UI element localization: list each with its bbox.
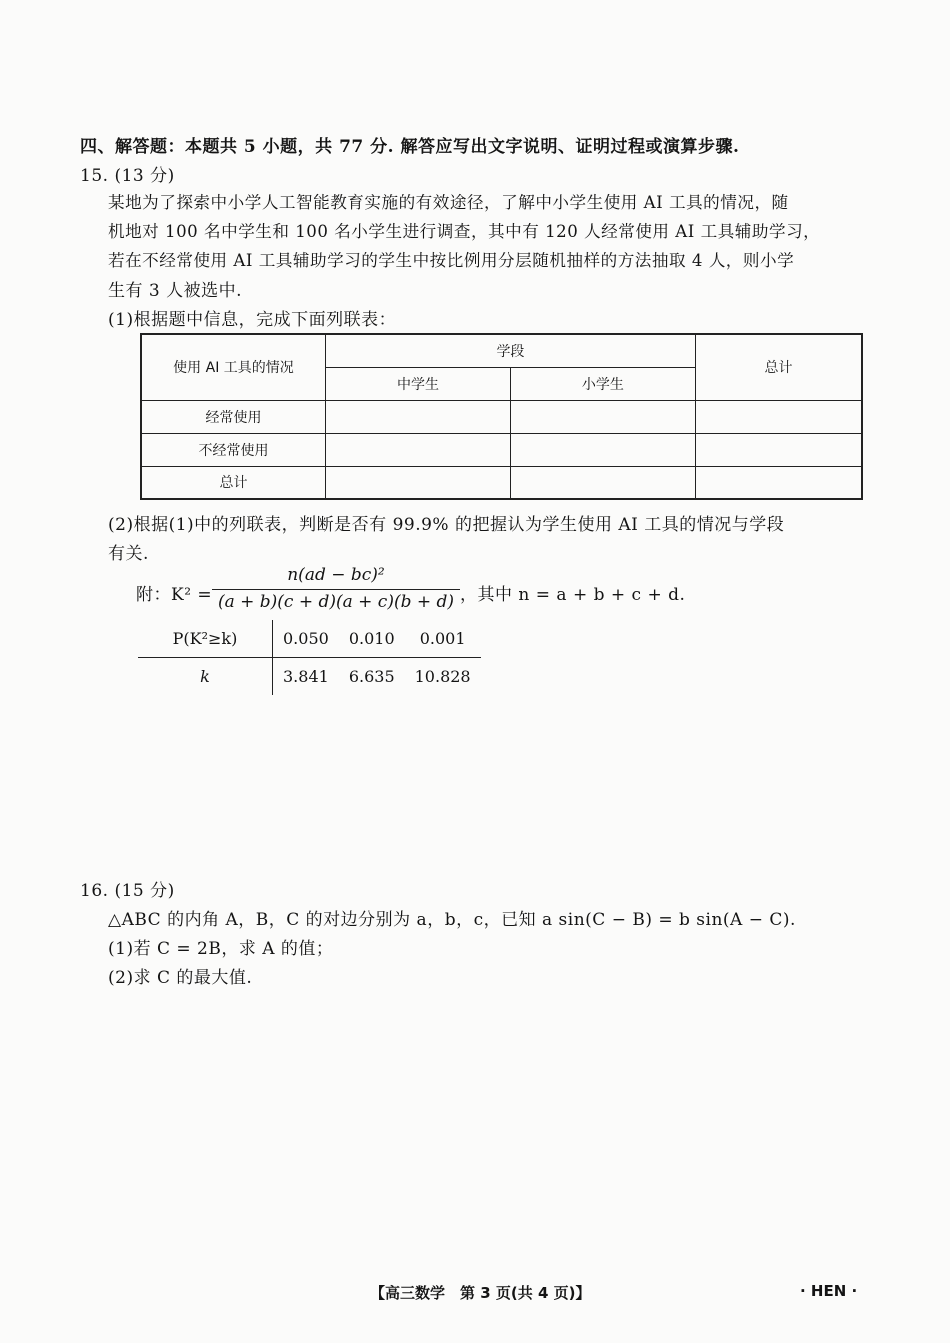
q16-part-2: (2)求 C 的最大值. bbox=[108, 968, 253, 988]
page-footer: 【高三数学 第 3 页(共 4 页)】 bbox=[370, 1284, 591, 1302]
blank-cell[interactable] bbox=[510, 400, 695, 433]
row-label-infrequent: 不经常使用 bbox=[141, 433, 325, 466]
blank-cell[interactable] bbox=[695, 433, 862, 466]
q16-part-1: (1)若 C = 2B，求 A 的值； bbox=[108, 939, 334, 959]
q15-line-3: 若在不经常使用 AI 工具辅助学习的学生中按比例用分层随机抽样的方法抽取 4 人，则小学 bbox=[108, 251, 795, 270]
footer-code: · HEN · bbox=[800, 1282, 858, 1300]
formula-numerator: n(ad − bc)² bbox=[287, 565, 385, 585]
ptable-p-value: 0.050 bbox=[273, 620, 339, 658]
question-16-number: 16. (15 分) bbox=[80, 881, 175, 901]
question-15-number: 15. (13 分) bbox=[80, 166, 175, 186]
formula-denominator: (a + b)(c + d)(a + c)(b + d) bbox=[217, 592, 455, 612]
ptable-p-value: 0.001 bbox=[405, 620, 481, 658]
q15-line-2: 机地对 100 名中学生和 100 名小学生进行调查，其中有 120 人经常使用 AI 工具辅助学习， bbox=[108, 222, 821, 241]
blank-cell[interactable] bbox=[325, 433, 510, 466]
q16-line-1: △ABC 的内角 A，B，C 的对边分别为 a，b，c，已知 a sin(C − B) = b sin(A − C). bbox=[108, 910, 796, 930]
ptable-k-value: 3.841 bbox=[283, 667, 329, 686]
fraction-bar bbox=[212, 589, 460, 590]
blank-cell[interactable] bbox=[695, 400, 862, 433]
table-row bbox=[141, 466, 862, 499]
contingency-table bbox=[140, 333, 863, 500]
ptable-head-probability: P(K²≥k) bbox=[138, 620, 273, 658]
ptable-k-value: 6.635 bbox=[348, 667, 395, 686]
q15-part-2-line-2: 有关. bbox=[108, 544, 149, 564]
q15-part-2-line-1: (2)根据(1)中的列联表，判断是否有 99.9% 的把握认为学生使用 AI 工具的情况与学段 bbox=[108, 515, 785, 535]
table-total-header: 总计 bbox=[695, 334, 862, 400]
ptable-head-k: k bbox=[138, 658, 273, 696]
q15-part-1: (1)根据题中信息，完成下面列联表： bbox=[108, 310, 397, 330]
section-title: 四、解答题：本题共 5 小题，共 77 分. 解答应写出文字说明、证明过程或演算步骤. bbox=[80, 137, 740, 157]
critical-value-table bbox=[138, 620, 481, 695]
blank-cell[interactable] bbox=[510, 466, 695, 499]
blank-cell[interactable] bbox=[695, 466, 862, 499]
formula-suffix: ，其中 n = a + b + c + d. bbox=[460, 585, 686, 605]
table-row bbox=[141, 433, 862, 466]
table-group-header: 学段 bbox=[325, 334, 695, 367]
ptable-p-value: 0.010 bbox=[339, 620, 405, 658]
row-label-total: 总计 bbox=[141, 466, 325, 499]
ptable-k-value: 10.828 bbox=[414, 667, 471, 686]
blank-cell[interactable] bbox=[510, 433, 695, 466]
q15-line-1: 某地为了探索中小学人工智能教育实施的有效途径，了解中小学生使用 AI 工具的情况，随 bbox=[108, 193, 789, 212]
blank-cell[interactable] bbox=[325, 466, 510, 499]
blank-cell[interactable] bbox=[325, 400, 510, 433]
row-label-frequent: 经常使用 bbox=[141, 400, 325, 433]
table-row bbox=[141, 400, 862, 433]
table-col-middle-school: 中学生 bbox=[325, 367, 510, 400]
table-col-primary-school: 小学生 bbox=[510, 367, 695, 400]
q15-line-4: 生有 3 人被选中. bbox=[108, 281, 243, 301]
formula-prefix: 附：K² = bbox=[136, 585, 213, 605]
table-corner-label: 使用 AI 工具的情况 bbox=[141, 334, 325, 400]
